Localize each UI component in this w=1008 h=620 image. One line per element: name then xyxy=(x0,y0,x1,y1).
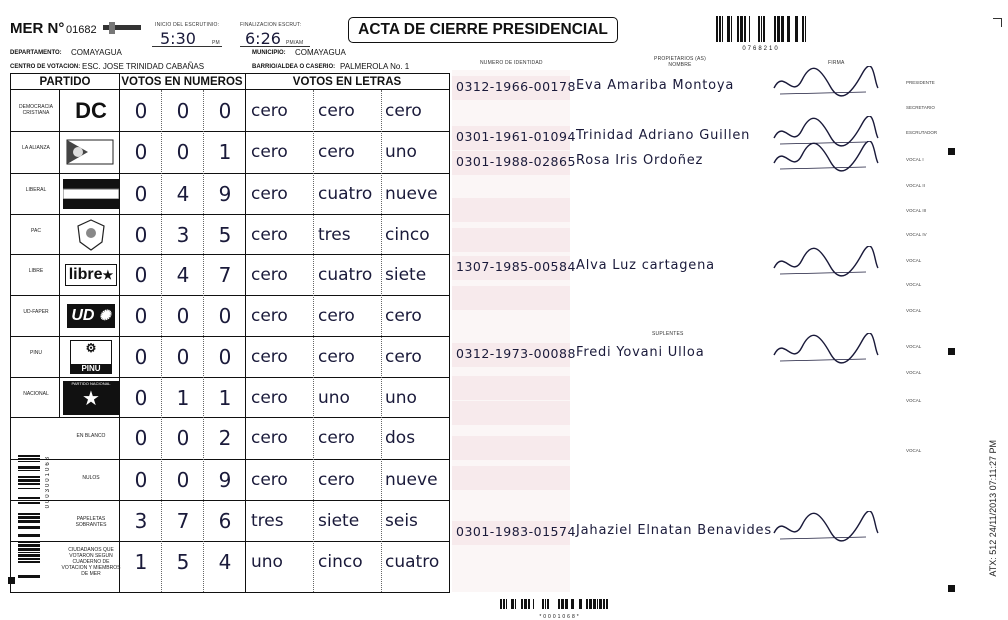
pinu-logo: ⚙ PINU xyxy=(70,340,112,374)
party-logo xyxy=(62,339,120,375)
role-label: VOCAL IV xyxy=(906,232,927,237)
id-field-bg xyxy=(452,286,570,310)
vote-word: cero xyxy=(251,388,288,408)
vote-digit: 0 xyxy=(218,304,232,328)
signature xyxy=(770,246,880,282)
special-row-label: EN BLANCO xyxy=(76,433,106,439)
dc-logo: DC xyxy=(75,98,107,123)
nombre-header: PROPIETARIOS (AS) NOMBRE xyxy=(654,56,706,68)
party-name: LA ALIANZA xyxy=(22,145,50,151)
mer-number: 01682 xyxy=(66,24,97,36)
inicio-label: INICIO DEL ESCRUTINIO: xyxy=(155,22,220,28)
vote-word: cero xyxy=(318,142,355,162)
role-label: VOCAL III xyxy=(906,208,927,213)
vote-digit: 0 xyxy=(134,426,148,450)
digit-sep xyxy=(161,90,162,592)
vote-digit: 4 xyxy=(218,550,232,574)
party-logo xyxy=(62,176,120,212)
vote-digit: 0 xyxy=(134,99,148,123)
row-rule xyxy=(11,417,449,418)
vote-word: cero xyxy=(251,142,288,162)
row-rule xyxy=(11,214,449,215)
libre-logo: libre★ xyxy=(65,264,118,286)
title-box xyxy=(348,17,618,43)
role-label: VOCAL I xyxy=(906,157,924,162)
mer-label: MER N° xyxy=(10,20,65,37)
row-rule xyxy=(11,295,449,296)
row-rule xyxy=(11,377,449,378)
identidad-header: NUMERO DE IDENTIDAD xyxy=(480,60,543,66)
row-rule xyxy=(11,500,449,501)
identity-number: 0301-1961-01094 xyxy=(456,129,576,144)
top-barcode xyxy=(716,16,806,52)
party-name: LIBRE xyxy=(28,268,44,274)
bottom-barcode-number: *0001068* xyxy=(539,614,581,620)
member-name: Eva Amariba Montoya xyxy=(576,78,735,93)
id-field-bg xyxy=(452,376,570,400)
role-label: VOCAL xyxy=(906,448,922,453)
member-name: Alva Luz cartagena xyxy=(576,258,715,273)
registration-mark xyxy=(8,577,15,584)
vote-digit: 2 xyxy=(218,426,232,450)
vote-digit: 0 xyxy=(218,345,232,369)
vote-digit: 0 xyxy=(176,304,190,328)
header-rule xyxy=(11,89,449,90)
party-name: UD-FAPER xyxy=(23,309,49,315)
row-rule xyxy=(11,131,449,132)
liberal-logo xyxy=(63,179,119,209)
party-name: PAC xyxy=(31,228,41,234)
vote-word: siete xyxy=(318,511,360,531)
role-label: VOCAL xyxy=(906,344,922,349)
row-rule xyxy=(11,254,449,255)
vote-word: seis xyxy=(385,511,418,531)
vote-digit: 1 xyxy=(218,386,232,410)
identity-number: 0312-1973-00088 xyxy=(456,346,576,361)
vote-word: uno xyxy=(318,388,350,408)
signature xyxy=(770,66,880,102)
pac-logo xyxy=(76,218,106,252)
digit-sep xyxy=(203,90,204,592)
centro-value: ESC. JOSE TRINIDAD CABAÑAS xyxy=(82,62,205,71)
id-field-bg xyxy=(452,198,570,222)
vote-digit: 3 xyxy=(176,223,190,247)
vote-digit: 7 xyxy=(218,263,232,287)
departamento-value: COMAYAGUA xyxy=(71,48,122,57)
id-field-bg xyxy=(452,436,570,460)
role-label: VOCAL xyxy=(906,398,922,403)
vote-word: tres xyxy=(251,511,284,531)
vote-word: cuatro xyxy=(318,265,373,285)
vote-digit: 0 xyxy=(134,386,148,410)
member-name: Rosa Iris Ordoñez xyxy=(576,153,704,168)
vote-word: cero xyxy=(251,347,288,367)
role-label: VOCAL xyxy=(906,258,922,263)
word-sep xyxy=(313,90,314,592)
identity-number: 0301-1983-01574 xyxy=(456,524,576,539)
ud-logo: UD ✺ xyxy=(67,304,114,328)
role-label: VOCAL xyxy=(906,282,922,287)
word-sep xyxy=(381,90,382,592)
vote-word: tres xyxy=(318,225,351,245)
votes-table xyxy=(10,73,450,593)
party-name: DEMOCRACIA CRISTIANA xyxy=(19,104,53,116)
vote-word: cero xyxy=(251,265,288,285)
vote-digit: 0 xyxy=(176,345,190,369)
departamento-label: DEPARTAMENTO: xyxy=(10,50,62,56)
col-partido-header: PARTIDO xyxy=(39,76,91,88)
inicio-time: 5:30 xyxy=(160,29,196,48)
vote-word: cuatro xyxy=(318,184,373,204)
vote-digit: 0 xyxy=(176,426,190,450)
vote-word: cero xyxy=(251,428,288,448)
firma-header: FIRMA xyxy=(828,60,845,66)
vote-digit: 0 xyxy=(134,182,148,206)
col-letras-header: VOTOS EN LETRAS xyxy=(292,76,402,88)
vote-digit: 0 xyxy=(176,99,190,123)
col-rule xyxy=(59,90,60,417)
vote-digit: 0 xyxy=(134,140,148,164)
vote-word: cinco xyxy=(318,552,363,572)
barrio-value: PALMEROLA No. 1 xyxy=(340,62,410,71)
vote-digit: 0 xyxy=(134,345,148,369)
inicio-underline xyxy=(152,46,222,47)
id-field-bg xyxy=(452,401,570,425)
vote-digit: 0 xyxy=(134,223,148,247)
vote-digit: 9 xyxy=(218,468,232,492)
header-logo xyxy=(103,21,143,33)
member-name: Fredi Yovani Ulloa xyxy=(576,345,705,360)
vote-word: cero xyxy=(251,225,288,245)
municipio-label: MUNICIPIO: xyxy=(252,50,286,56)
signature xyxy=(770,333,880,369)
vote-digit: 1 xyxy=(134,550,148,574)
vote-digit: 0 xyxy=(134,468,148,492)
top-barcode-number: 0768210 xyxy=(742,46,780,52)
role-label: VOCAL xyxy=(906,308,922,313)
id-field-bg xyxy=(452,228,570,252)
signature xyxy=(770,141,880,177)
vote-word: cinco xyxy=(385,225,430,245)
vote-word: cero xyxy=(251,306,288,326)
signature xyxy=(770,511,880,547)
identity-number: 1307-1985-00584 xyxy=(456,259,576,274)
vote-digit: 4 xyxy=(176,263,190,287)
vote-digit: 6 xyxy=(218,509,232,533)
finalizacion-underline xyxy=(240,46,310,47)
bottom-barcode xyxy=(500,596,620,620)
vote-word: uno xyxy=(251,552,283,572)
vote-word: cero xyxy=(318,428,355,448)
vote-word: cero xyxy=(318,306,355,326)
vote-digit: 5 xyxy=(176,550,190,574)
vote-word: cero xyxy=(385,306,422,326)
vote-digit: 1 xyxy=(218,140,232,164)
vote-word: uno xyxy=(385,388,417,408)
vote-word: cero xyxy=(385,347,422,367)
vote-word: siete xyxy=(385,265,427,285)
role-label: VOCAL xyxy=(906,370,922,375)
vote-word: cero xyxy=(318,101,355,121)
registration-mark xyxy=(948,148,955,155)
party-logo xyxy=(62,134,120,170)
identity-number: 0301-1988-02865 xyxy=(456,154,576,169)
role-label: PRESIDENTE xyxy=(906,80,935,85)
vote-word: cero xyxy=(385,101,422,121)
vote-word: cero xyxy=(318,470,355,490)
vote-digit: 0 xyxy=(134,263,148,287)
party-name: LIBERAL xyxy=(25,187,47,193)
vote-word: cero xyxy=(251,470,288,490)
barrio-label: BARRIO/ALDEA O CASERIO: xyxy=(252,64,336,70)
nacional-logo: PARTIDO NACIONAL ★ xyxy=(63,381,119,415)
party-logo xyxy=(62,380,120,416)
registration-mark xyxy=(948,348,955,355)
finalizacion-ampm: PM/AM xyxy=(286,40,304,46)
vote-word: cero xyxy=(251,184,288,204)
side-barcode xyxy=(18,455,54,580)
registration-mark xyxy=(948,585,955,592)
vote-word: nueve xyxy=(385,470,438,490)
finalizacion-label: FINALIZACION ESCRUT: xyxy=(240,22,302,28)
vote-word: cuatro xyxy=(385,552,440,572)
row-rule xyxy=(11,459,449,460)
vote-digit: 7 xyxy=(176,509,190,533)
vote-digit: 0 xyxy=(134,304,148,328)
id-field-bg xyxy=(452,466,570,490)
identity-number: 0312-1966-00178 xyxy=(456,79,576,94)
party-logo xyxy=(62,93,120,129)
vote-digit: 3 xyxy=(134,509,148,533)
inicio-ampm: PM xyxy=(212,40,220,46)
special-row-label: CIUDADANOS QUE VOTARON SEGUN CUADERNO DE VOTACION Y MIEMBROS DE MER xyxy=(61,547,121,577)
vote-digit: 9 xyxy=(218,182,232,206)
col-numeros-header: VOTOS EN NUMEROS xyxy=(121,76,243,88)
vote-word: nueve xyxy=(385,184,438,204)
side-stamp: ATX: 512 24/11/2013 07:11:27 PM xyxy=(988,440,998,577)
role-label: VOCAL II xyxy=(906,183,925,188)
member-name: Trinidad Adriano Guillen xyxy=(576,128,751,143)
party-name: PINU xyxy=(30,350,42,356)
vote-digit: 4 xyxy=(176,182,190,206)
row-rule xyxy=(11,336,449,337)
party-logo xyxy=(62,257,120,293)
top-right-corner-mark xyxy=(993,18,1002,27)
role-label: ESCRUTADOR xyxy=(906,130,938,135)
vote-digit: 1 xyxy=(176,386,190,410)
suplentes-label: SUPLENTES xyxy=(652,331,684,337)
special-row-label: NULOS xyxy=(82,475,100,481)
municipio-value: COMAYAGUA xyxy=(295,48,346,57)
row-rule xyxy=(11,173,449,174)
vote-digit: 0 xyxy=(218,99,232,123)
member-name: Jahaziel Elnatan Benavides xyxy=(576,523,772,538)
vote-digit: 0 xyxy=(176,140,190,164)
party-logo xyxy=(62,298,120,334)
alianza-logo xyxy=(66,138,116,166)
vote-word: dos xyxy=(385,428,416,448)
role-label: SECRETARIO xyxy=(906,105,935,110)
party-name: NACIONAL xyxy=(23,391,49,397)
party-logo xyxy=(62,217,120,253)
vote-word: uno xyxy=(385,142,417,162)
vote-word: cero xyxy=(251,101,288,121)
col-rule xyxy=(245,74,246,592)
finalizacion-time: 6:26 xyxy=(245,29,281,48)
special-row-label: PAPELETAS SOBRANTES xyxy=(75,516,107,528)
side-barcode-number: 0003001068 xyxy=(45,455,51,509)
row-rule xyxy=(11,541,449,542)
centro-label: CENTRO DE VOTACION: xyxy=(10,64,81,70)
vote-word: cero xyxy=(318,347,355,367)
vote-digit: 0 xyxy=(176,468,190,492)
page-title: ACTA DE CIERRE PRESIDENCIAL xyxy=(358,21,608,38)
vote-digit: 5 xyxy=(218,223,232,247)
